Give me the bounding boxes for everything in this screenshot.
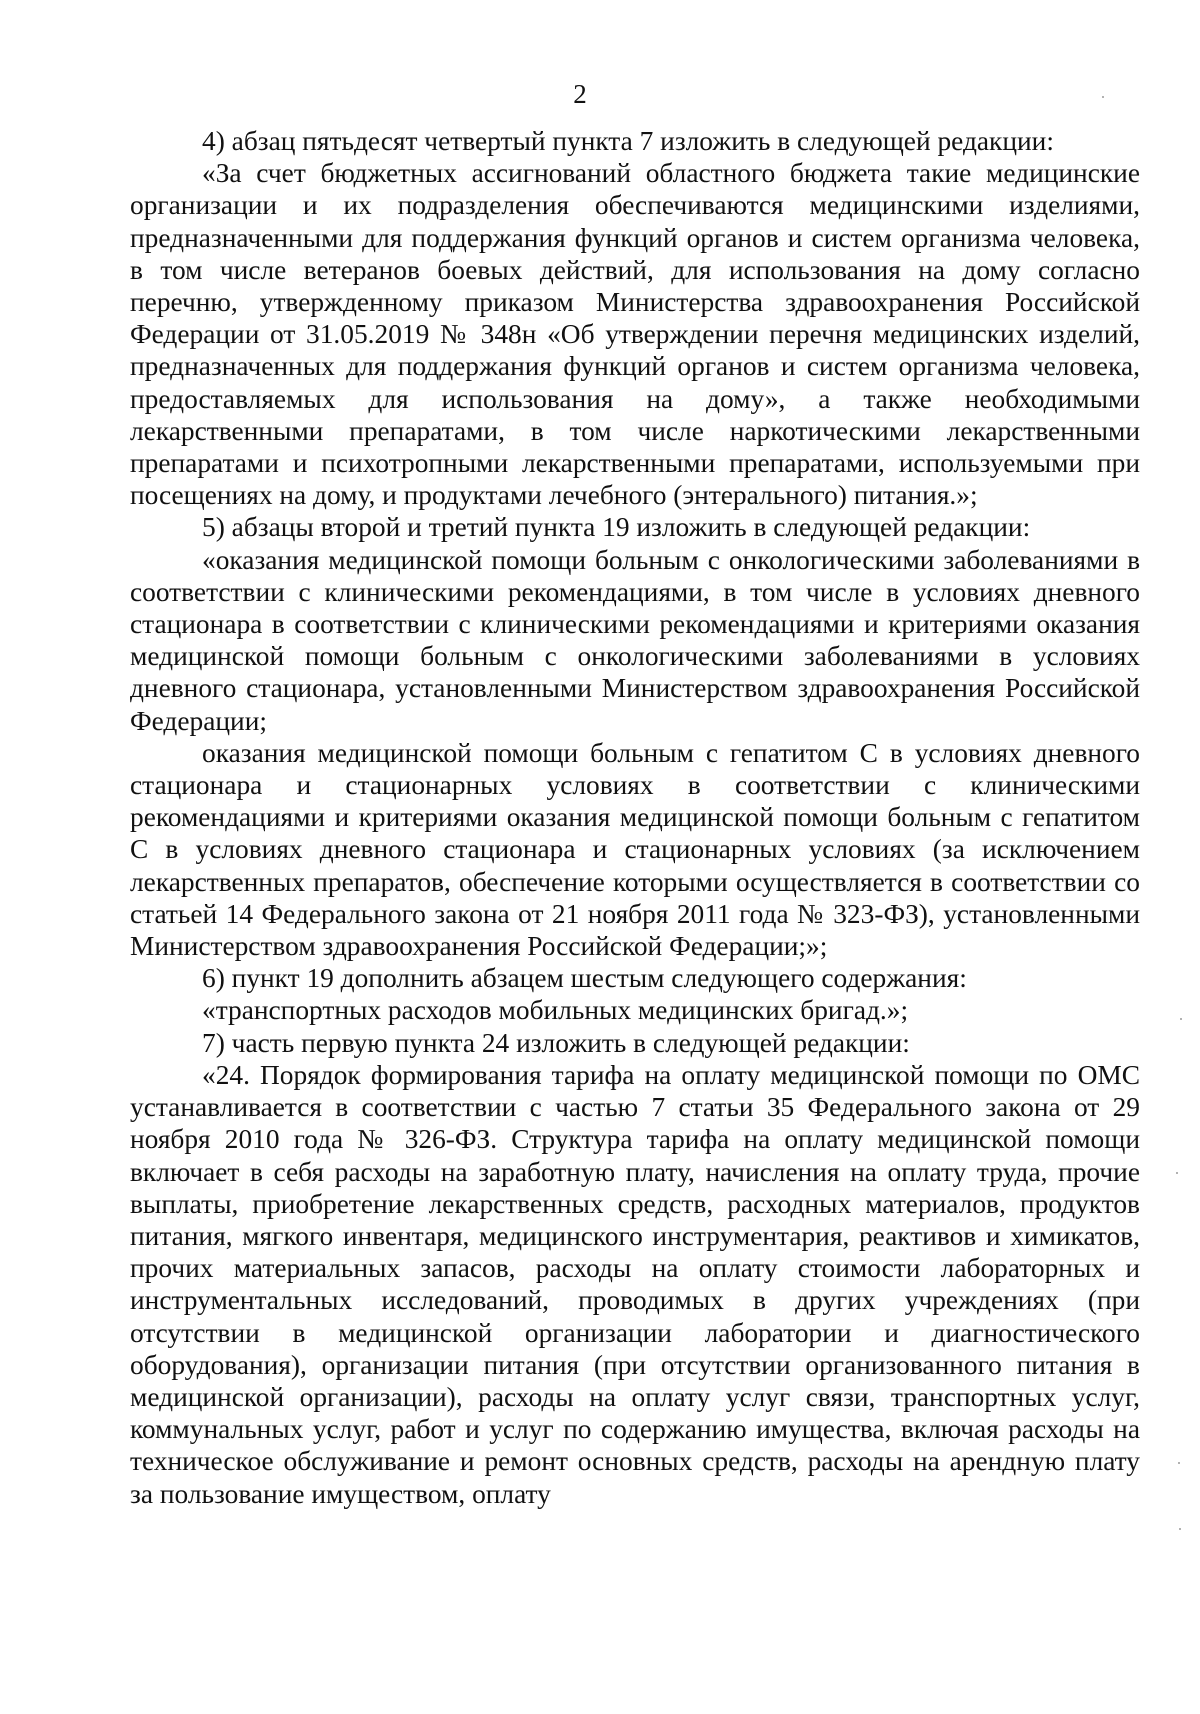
document-body bbox=[130, 125, 1140, 1510]
paragraph-quote-item-5-second: оказания медицинской помощи больным с гепатитом С в условиях дневного стационара и стационарных условиях в соответствии с клиническими рекомендациями и критериями оказания медицинской помощи больным с гепатитом С в условиях дневного стационара и стационарных условиях (за исключением лекарственных препаратов, обеспечение которыми осуществляется в соответствии со статьей 14 Федерального закона от 21 ноября 2011 года № 323-ФЗ), установленными Министерством здравоохранения Российской Федерации;»; bbox=[130, 737, 1140, 962]
paragraph-item-5: 5) абзацы второй и третий пункта 19 изложить в следующей редакции: bbox=[202, 512, 1031, 543]
paragraph-item-7: 7) часть первую пункта 24 изложить в следующей редакции: bbox=[202, 1027, 910, 1058]
paragraph-item-6: 6) пункт 19 дополнить абзацем шестым следующего содержания: bbox=[202, 963, 967, 994]
paragraph-item-4: 4) абзац пятьдесят четвертый пункта 7 изложить в следующей редакции: bbox=[202, 126, 1054, 156]
scan-speck bbox=[1102, 96, 1104, 98]
scan-speck bbox=[1180, 1018, 1182, 1020]
paragraph-quote-item-7: «24. Порядок формирования тарифа на оплату медицинской помощи по ОМС устанавливается в соответствии с частью 7 статьи 35 Федерального закона от 29 ноября 2010 года № 326-ФЗ. Структура тарифа на оплату медицинской помощи включает в себя расходы на заработную плату, начисления на оплату труда, прочие выплаты, приобретение лекарственных средств, расходных материалов, продуктов питания, мягкого инвентаря, медицинского инструментария, реактивов и химикатов, прочих материальных запасов, расходы на оплату стоимости лабораторных и инструментальных исследований, проводимых в других учреждениях (при отсутствии в медицинской организации лаборатории и диагностического оборудования), организации питания (при отсутствии организованного питания в медицинской организации), расходы на оплату услуг связи, транспортных услуг, коммунальных услуг, работ и услуг по содержанию имущества, включая расходы на техническое обслуживание и ремонт основных средств, расходы на арендную плату за пользование имуществом, оплату bbox=[130, 1059, 1140, 1509]
page-number: 2 bbox=[573, 79, 587, 109]
scan-speck bbox=[1176, 1172, 1178, 1174]
paragraph-quote-item-4: «За счет бюджетных ассигнований областного бюджета такие медицинские организации и их подразделения обеспечиваются медицинскими изделиями, предназначенными для поддержания функций органов и систем организма человека, в том числе ветеранов боевых действий, для использования на дому согласно перечню, утвержденному приказом Министерства здравоохранения Российской Федерации от 31.05.2019 № 348н «Об утверждении перечня медицинских изделий, предназначенных для поддержания функций органов и систем организма человека, предоставляемых для использования на дому», а также необходимыми лекарственными препаратами, в том числе наркотическими лекарственными препаратами и психотропными лекарственными препаратами, используемыми при посещениях на дому, и продуктами лечебного (энтерального) питания.»; bbox=[130, 158, 1140, 511]
paragraph-quote-item-6: «транспортных расходов мобильных медицинских бригад.»; bbox=[202, 995, 909, 1026]
scan-speck bbox=[1179, 1528, 1181, 1530]
paragraph-quote-item-5-first: «оказания медицинской помощи больным с онкологическими заболеваниями в соответствии с клиническими рекомендациями, в том числе в условиях дневного стационара в соответствии с клиническими рекомендациями и критериями оказания медицинской помощи больным с онкологическими заболеваниями в условиях дневного стационара, установленными Министерством здравоохранения Российской Федерации; bbox=[130, 544, 1140, 736]
scan-speck bbox=[1178, 1462, 1180, 1464]
